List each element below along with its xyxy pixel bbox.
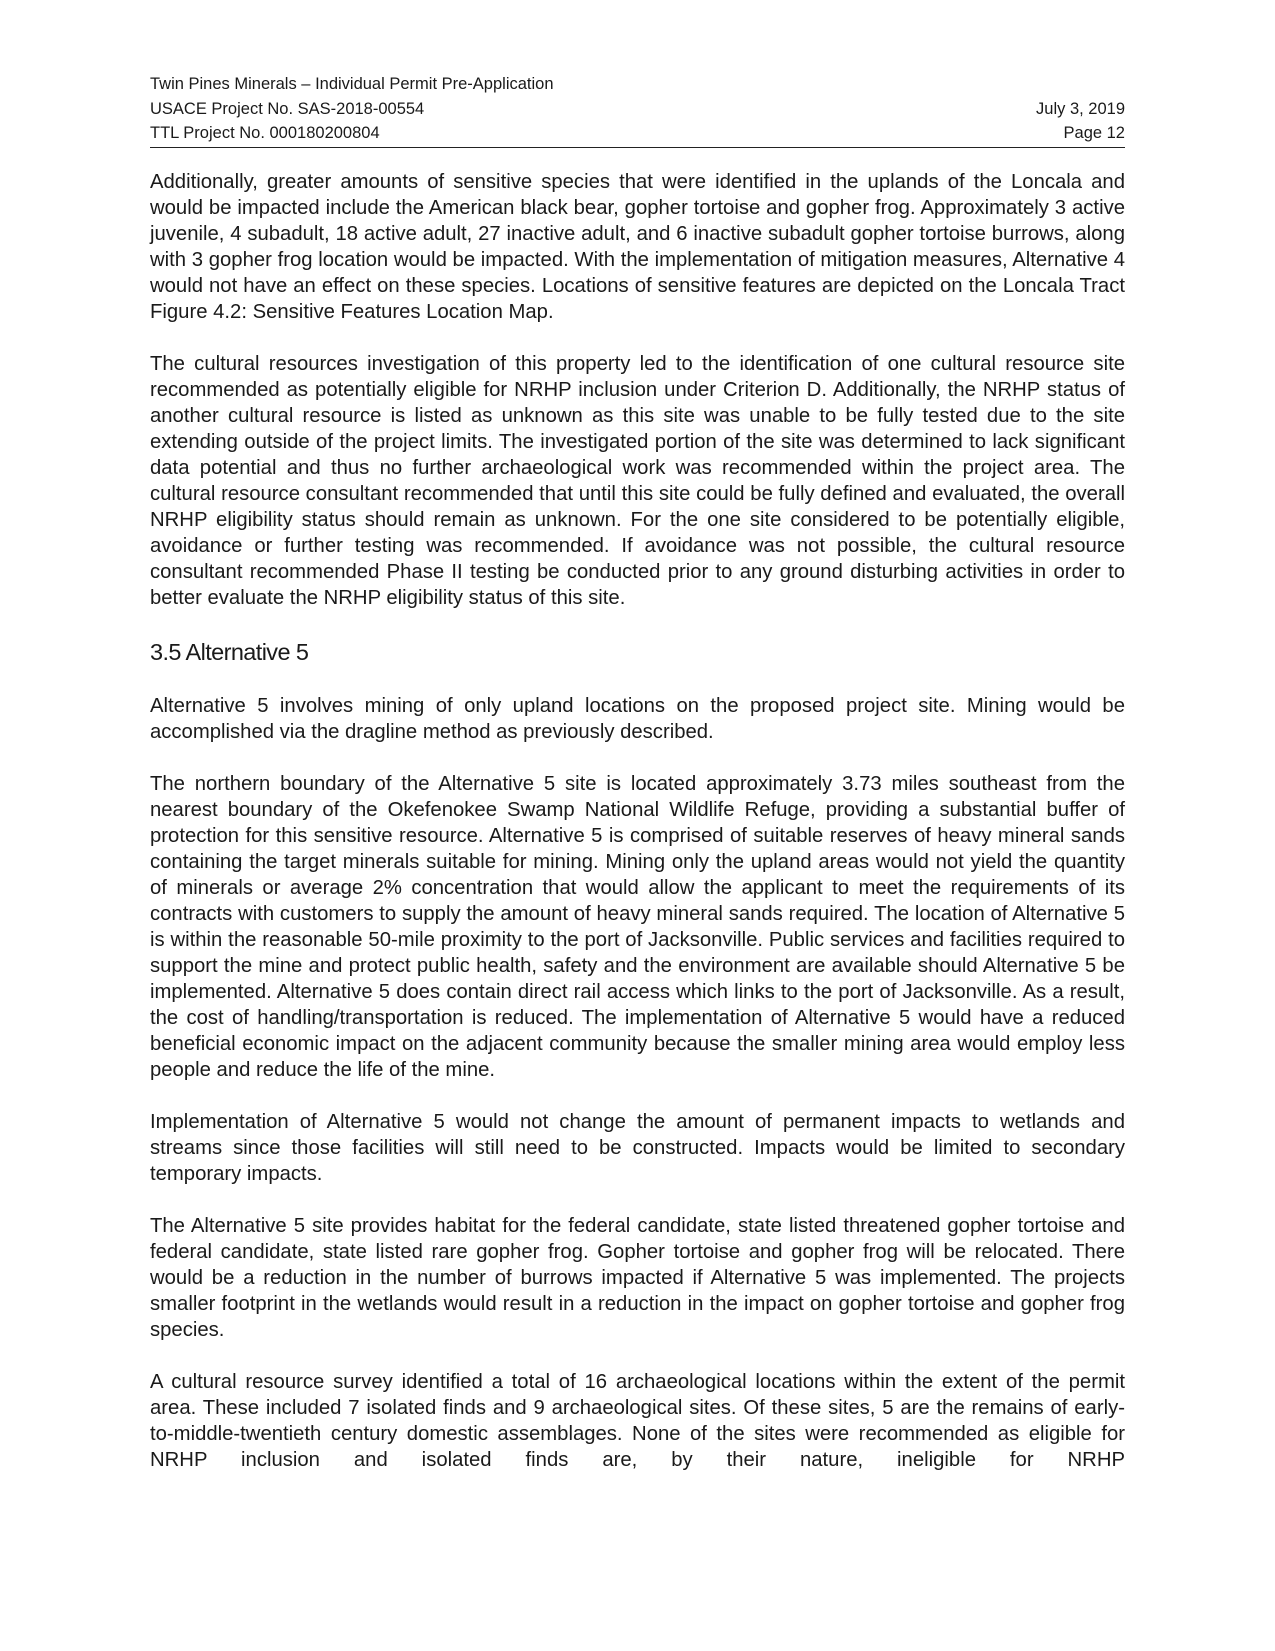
header-row-1 bbox=[150, 72, 1125, 97]
document-title: Twin Pines Minerals – Individual Permit Pre-Application bbox=[150, 75, 554, 93]
header-row-3 bbox=[150, 121, 1125, 146]
page-number: Page 12 bbox=[1063, 124, 1125, 142]
document-page bbox=[150, 72, 1125, 1473]
paragraph-alternative-5-overview: Alternative 5 involves mining of only upland locations on the proposed project site. Mining would be accomplished via the dragline method as previously described. bbox=[150, 694, 1125, 743]
paragraph-cultural-resources: The cultural resources investigation of this property led to the identification of one cultural resource site recommended as potentially eligible for NRHP inclusion under Criterion D. Additionally, the NRHP status of another cultural resource is listed as unknown as this site was unable to be fully tested due to the site extending outside of the project limits. The investigated portion of the site was determined to lack significant data potential and thus no further archaeological work was recommended within the project area. The cultural resource consultant recommended that until this site could be fully defined and evaluated, the overall NRHP eligibility status should remain as unknown. For the one site considered to be potentially eligible, avoidance or further testing was recommended. If avoidance was not possible, the cultural resource consultant recommended Phase II testing be conducted prior to any ground disturbing activities in order to better evaluate the NRHP eligibility status of this site. bbox=[150, 352, 1125, 609]
paragraph-alternative-5-habitat: The Alternative 5 site provides habitat for the federal candidate, state listed threatened gopher tortoise and federal candidate, state listed rare gopher frog. Gopher tortoise and gopher frog will be relocated. There would be a reduction in the number of burrows impacted if Alternative 5 was implemented. The projects smaller footprint in the wetlands would result in a reduction in the impact on gopher tortoise and gopher frog species. bbox=[150, 1214, 1125, 1341]
usace-project-number: USACE Project No. SAS-2018-00554 bbox=[150, 99, 425, 118]
section-heading-alternative-5: 3.5 Alternative 5 bbox=[150, 638, 309, 665]
paragraph-sensitive-species: Additionally, greater amounts of sensitive species that were identified in the uplands of the Loncala and would be impacted include the American black bear, gopher tortoise and gopher frog. Approximately 3 active juvenile, 4 subadult, 18 active adult, 27 inactive adult, and 6 inactive subadult gopher tortoise burrows, along with 3 gopher frog location would be impacted. With the implementation of mitigation measures, Alternative 4 would not have an effect on these species. Locations of sensitive features are depicted on the Loncala Tract Figure 4.2: Sensitive Features Location Map. bbox=[150, 170, 1125, 323]
document-body bbox=[150, 169, 1125, 1473]
paragraph-alternative-5-cultural-survey: A cultural resource survey identified a total of 16 archaeological locations within the extent of the permit area. These included 7 isolated finds and 9 archaeological sites. Of these sites, 5 are the remains of early-to-middle-twentieth century domestic assemblages. None of the sites were recommended as eligible for NRHP inclusion and isolated finds are, by their nature, ineligible for NRHP bbox=[150, 1370, 1125, 1471]
ttl-project-number: TTL Project No. 000180200804 bbox=[150, 124, 380, 142]
document-date: July 3, 2019 bbox=[1036, 99, 1125, 118]
page-header bbox=[150, 72, 1125, 148]
paragraph-alternative-5-boundary: The northern boundary of the Alternative 5 site is located approximately 3.73 miles southeast from the nearest boundary of the Okefenokee Swamp National Wildlife Refuge, providing a substantial buffer of protection for this sensitive resource. Alternative 5 is comprised of suitable reserves of heavy mineral sands containing the target minerals suitable for mining. Mining only the upland areas would not yield the quantity of minerals or average 2% concentration that would allow the applicant to meet the requirements of its contracts with customers to supply the amount of heavy mineral sands required. The location of Alternative 5 is within the reasonable 50-mile proximity to the port of Jacksonville. Public services and facilities required to support the mine and protect public health, safety and the environment are available should Alternative 5 be implemented. Alternative 5 does contain direct rail access which links to the port of Jacksonville. As a result, the cost of handling/transportation is reduced. The implementation of Alternative 5 would have a reduced beneficial economic impact on the adjacent community because the smaller mining area would employ less people and reduce the life of the mine. bbox=[150, 772, 1125, 1081]
paragraph-alternative-5-impacts: Implementation of Alternative 5 would not change the amount of permanent impacts to wetlands and streams since those facilities will still need to be constructed. Impacts would be limited to secondary temporary impacts. bbox=[150, 1110, 1125, 1185]
header-row-2 bbox=[150, 97, 1125, 122]
